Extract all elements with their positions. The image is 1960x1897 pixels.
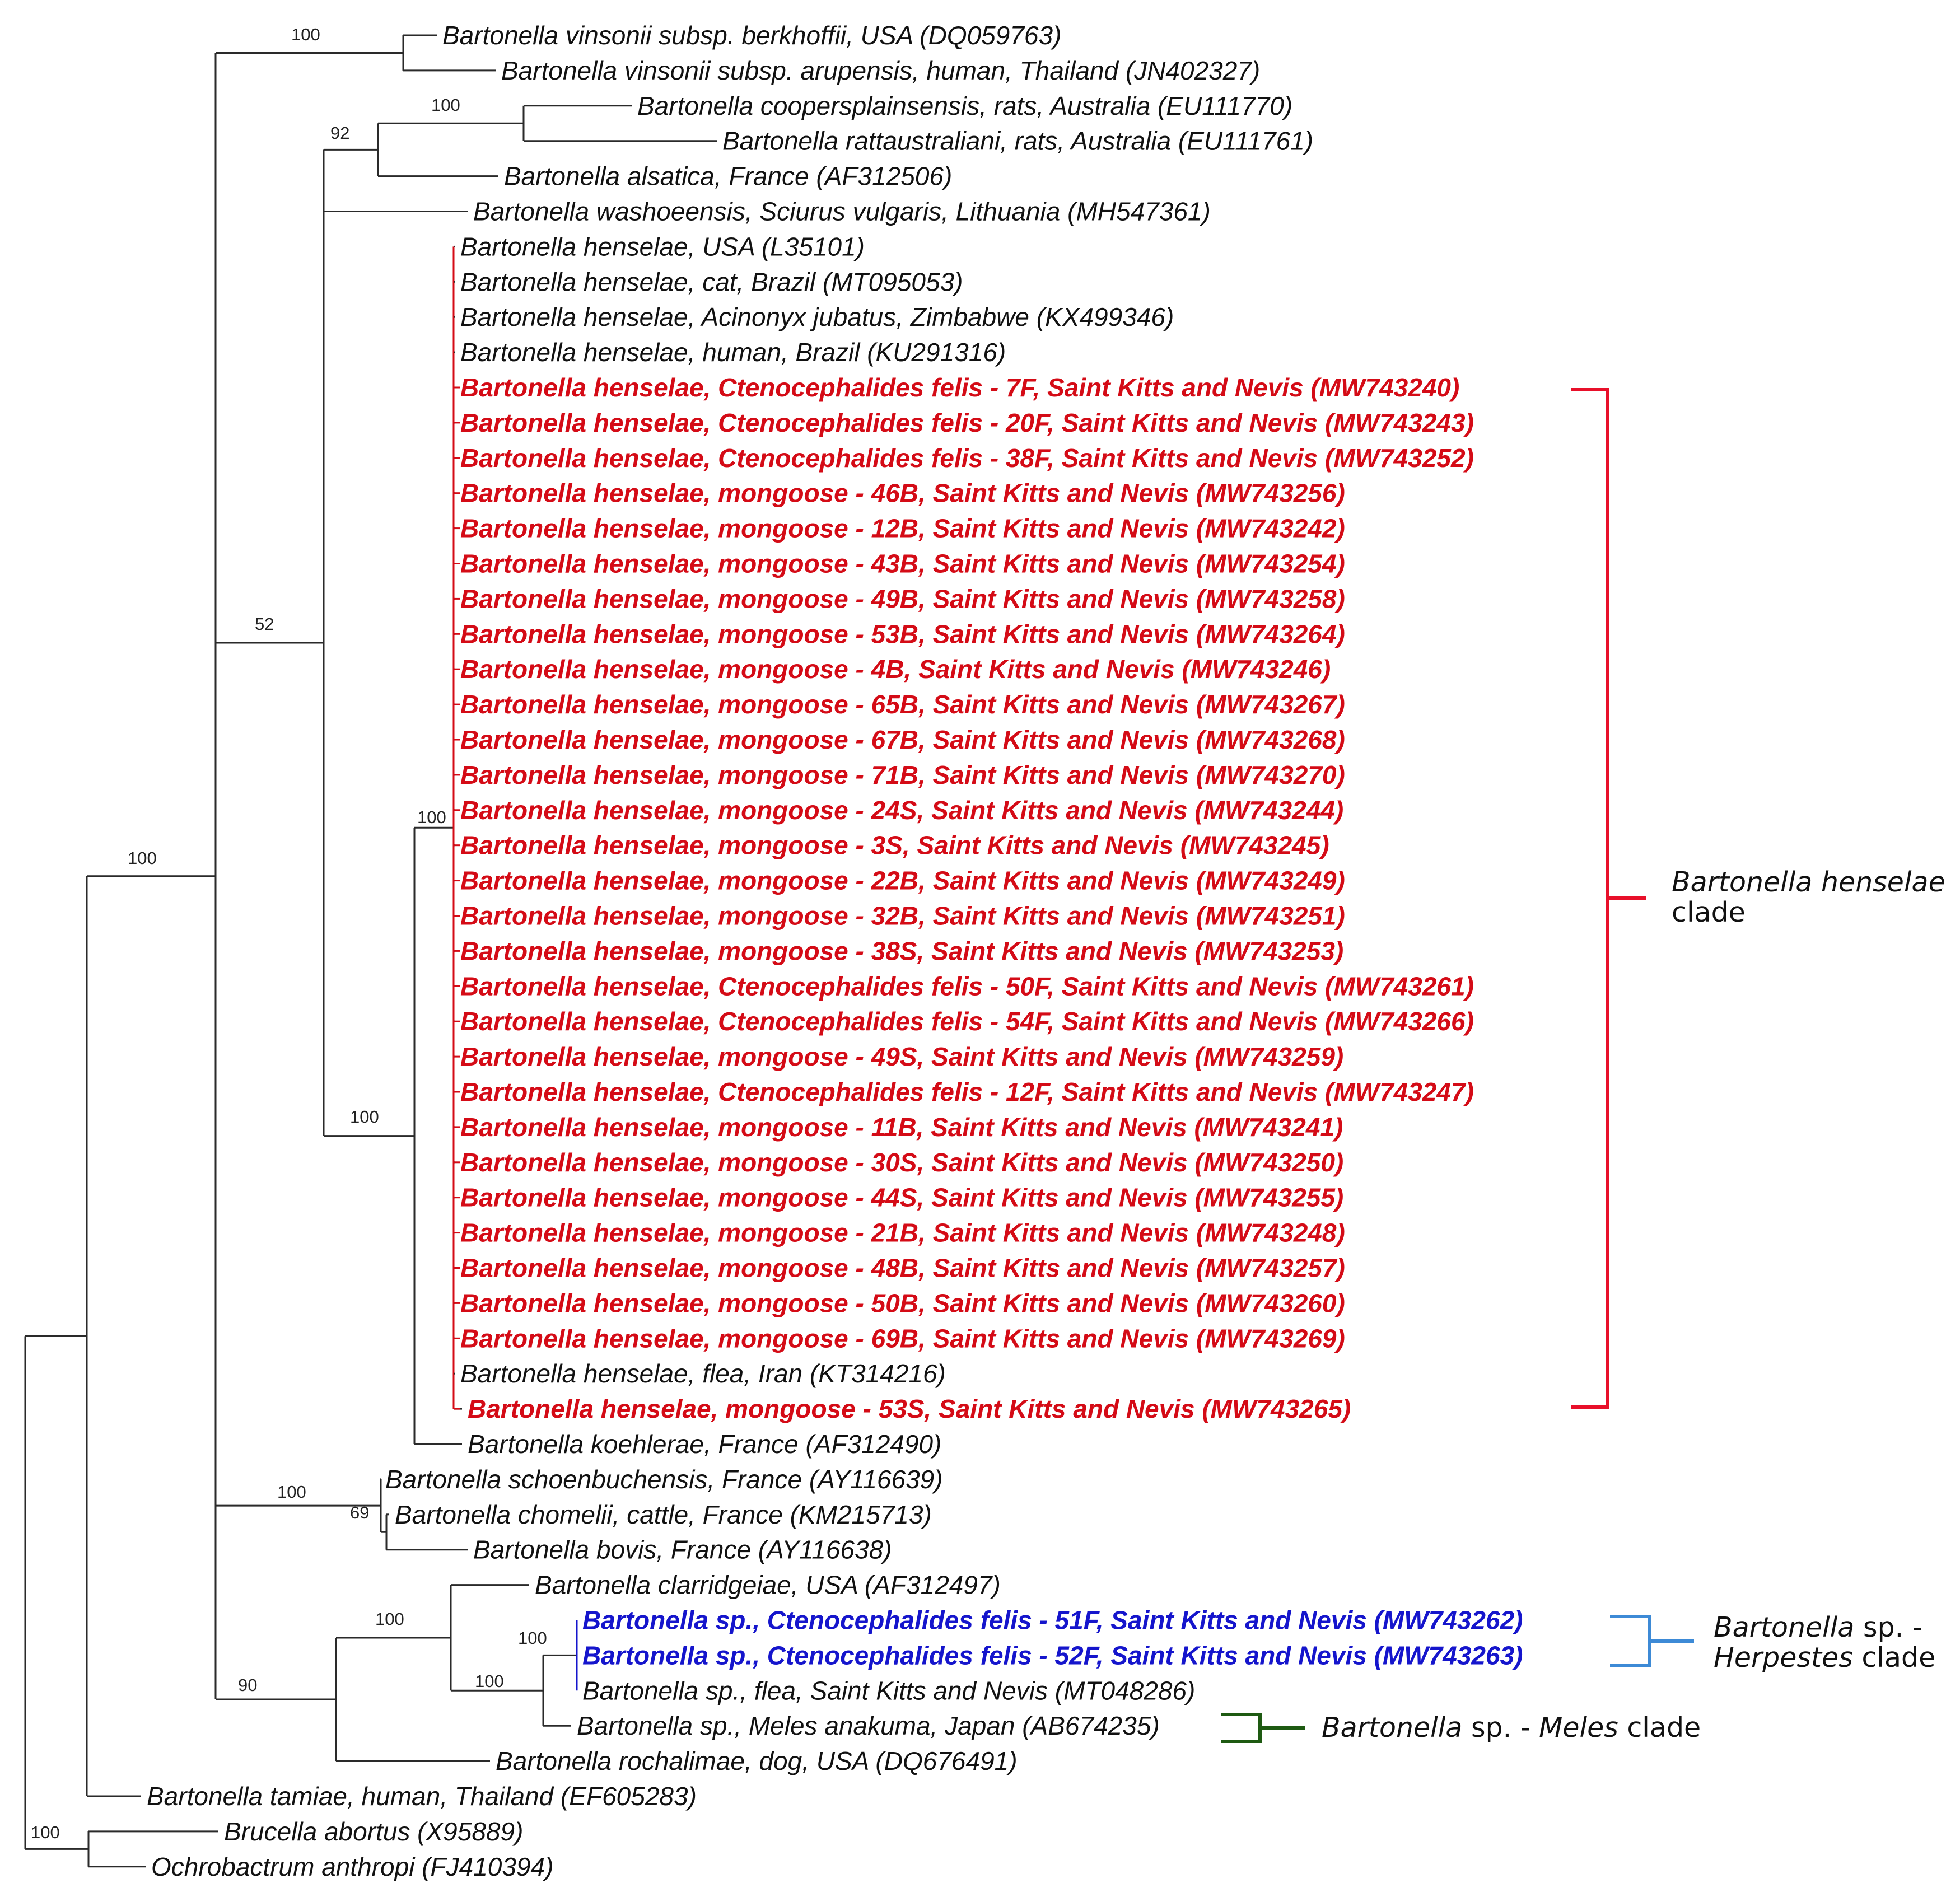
taxon-label: Bartonella henselae, Ctenocephalides felis - 20F, Saint Kitts and Nevis (MW743243) [460, 408, 1474, 437]
taxon-label: Bartonella henselae, Ctenocephalides felis - 50F, Saint Kitts and Nevis (MW743261) [460, 971, 1474, 1001]
taxon-label: Bartonella vinsonii subsp. arupensis, human, Thailand (JN402327) [501, 55, 1261, 85]
taxon-label: Bartonella henselae, mongoose - 49B, Saint Kitts and Nevis (MW743258) [460, 584, 1345, 614]
taxon-label: Bartonella rattaustraliani, rats, Australia (EU111761) [722, 126, 1314, 156]
taxon-label: Bartonella henselae, USA (L35101) [460, 232, 865, 261]
taxon-label: Bartonella henselae, mongoose - 30S, Saint Kitts and Nevis (MW743250) [460, 1147, 1344, 1177]
taxon-label: Bartonella henselae, mongoose - 3S, Saint Kitts and Nevis (MW743245) [460, 830, 1329, 860]
taxon-label: Bartonella henselae, Ctenocephalides felis - 54F, Saint Kitts and Nevis (MW743266) [460, 1007, 1474, 1036]
taxon-label: Bartonella henselae, mongoose - 44S, Saint Kitts and Nevis (MW743255) [460, 1183, 1344, 1212]
bootstrap-value: 100 [291, 25, 320, 44]
bootstrap-value: 100 [128, 848, 157, 868]
taxon-label: Bartonella sp., Ctenocephalides felis - 52F, Saint Kitts and Nevis (MW743263) [582, 1641, 1523, 1670]
taxon-label: Bartonella henselae, mongoose - 53B, Saint Kitts and Nevis (MW743264) [460, 619, 1345, 649]
bootstrap-value: 100 [350, 1107, 379, 1127]
bootstrap-value: 100 [518, 1628, 547, 1648]
taxon-label: Bartonella henselae, mongoose - 24S, Saint Kitts and Nevis (MW743244) [460, 795, 1344, 825]
bootstrap-value: 92 [330, 123, 350, 143]
taxon-label: Bartonella henselae, flea, Iran (KT314216) [460, 1359, 946, 1389]
henselae-clade-bracket [1571, 390, 1646, 1407]
taxon-label: Bartonella schoenbuchensis, France (AY116639) [385, 1464, 943, 1494]
taxon-label: Bartonella henselae, Ctenocephalides felis - 12F, Saint Kitts and Nevis (MW743247) [460, 1077, 1474, 1106]
taxon-label: Bartonella bovis, France (AY116638) [473, 1535, 892, 1564]
taxon-label: Bartonella henselae, mongoose - 49S, Saint Kitts and Nevis (MW743259) [460, 1042, 1344, 1072]
bootstrap-value: 100 [31, 1823, 60, 1842]
taxon-label: Brucella abortus (X95889) [224, 1816, 524, 1846]
taxon-label: Bartonella henselae, human, Brazil (KU291316) [460, 338, 1006, 367]
henselae-clade-label: Bartonella henselae clade [1672, 866, 1945, 928]
bootstrap-value: 100 [431, 95, 460, 115]
taxon-label: Bartonella tamiae, human, Thailand (EF605283) [147, 1782, 697, 1811]
bootstrap-value: 100 [475, 1671, 504, 1691]
taxon-label: Bartonella henselae, mongoose - 46B, Saint Kitts and Nevis (MW743256) [460, 478, 1345, 508]
taxon-label: Bartonella henselae, mongoose - 4B, Saint Kitts and Nevis (MW743246) [460, 655, 1331, 684]
taxon-label: Bartonella henselae, mongoose - 67B, Saint Kitts and Nevis (MW743268) [460, 725, 1345, 754]
taxon-label: Bartonella henselae, mongoose - 21B, Saint Kitts and Nevis (MW743248) [460, 1218, 1345, 1247]
taxon-label: Bartonella rochalimae, dog, USA (DQ676491) [496, 1746, 1018, 1776]
bootstrap-value: 52 [255, 614, 274, 634]
taxon-label: Bartonella henselae, mongoose - 12B, Saint Kitts and Nevis (MW743242) [460, 513, 1345, 543]
taxon-label: Bartonella sp., Ctenocephalides felis - 51F, Saint Kitts and Nevis (MW743262) [582, 1605, 1523, 1635]
bootstrap-values [31, 25, 547, 1842]
meles-clade-label: Bartonella sp. - Meles clade [1322, 1712, 1701, 1744]
taxon-labels [147, 21, 1523, 1881]
taxon-label: Bartonella henselae, mongoose - 38S, Saint Kitts and Nevis (MW743253) [460, 936, 1344, 966]
taxon-label: Bartonella henselae, mongoose - 65B, Saint Kitts and Nevis (MW743267) [460, 690, 1345, 719]
bootstrap-value: 100 [277, 1482, 306, 1502]
bootstrap-value: 69 [350, 1503, 370, 1522]
taxon-label: Bartonella henselae, mongoose - 53S, Saint Kitts and Nevis (MW743265) [468, 1394, 1351, 1424]
taxon-label: Bartonella vinsonii subsp. berkhoffii, USA (DQ059763) [442, 21, 1062, 50]
herpestes-clade-label: Bartonella sp. - Herpestes clade [1714, 1611, 1936, 1674]
taxon-label: Bartonella henselae, Ctenocephalides felis - 38F, Saint Kitts and Nevis (MW743252) [460, 443, 1474, 473]
bootstrap-value: 90 [238, 1675, 258, 1695]
herpestes-clade-bracket [1610, 1616, 1694, 1666]
taxon-label: Bartonella henselae, mongoose - 22B, Saint Kitts and Nevis (MW743249) [460, 866, 1345, 895]
taxon-label: Bartonella henselae, Acinonyx jubatus, Zimbabwe (KX499346) [460, 302, 1174, 332]
taxon-label: Bartonella washoeensis, Sciurus vulgaris, Lithuania (MH547361) [473, 197, 1211, 226]
taxon-label: Bartonella henselae, mongoose - 71B, Saint Kitts and Nevis (MW743270) [460, 760, 1345, 789]
taxon-label: Bartonella henselae, mongoose - 43B, Saint Kitts and Nevis (MW743254) [460, 549, 1345, 578]
taxon-label: Bartonella henselae, mongoose - 32B, Saint Kitts and Nevis (MW743251) [460, 901, 1345, 931]
taxon-label: Bartonella alsatica, France (AF312506) [504, 161, 953, 191]
taxon-label: Bartonella henselae, mongoose - 50B, Saint Kitts and Nevis (MW743260) [460, 1288, 1345, 1318]
bootstrap-value: 100 [417, 807, 446, 827]
taxon-label: Bartonella henselae, mongoose - 11B, Saint Kitts and Nevis (MW743241) [460, 1112, 1343, 1142]
taxon-label: Bartonella coopersplainsensis, rats, Australia (EU111770) [637, 91, 1293, 120]
taxon-label: Bartonella koehlerae, France (AF312490) [468, 1429, 942, 1459]
taxon-label: Bartonella henselae, cat, Brazil (MT095053) [460, 267, 963, 297]
taxon-label: Bartonella chomelii, cattle, France (KM215713) [395, 1499, 932, 1529]
taxon-label: Bartonella henselae, mongoose - 69B, Saint Kitts and Nevis (MW743269) [460, 1324, 1345, 1353]
taxon-label: Bartonella clarridgeiae, USA (AF312497) [535, 1570, 1001, 1600]
taxon-label: Bartonella henselae, mongoose - 48B, Saint Kitts and Nevis (MW743257) [460, 1253, 1345, 1283]
meles-clade-bracket [1221, 1714, 1305, 1741]
bootstrap-value: 100 [375, 1609, 404, 1629]
taxon-label: Ochrobactrum anthropi (FJ410394) [151, 1852, 554, 1881]
taxon-label: Bartonella henselae, Ctenocephalides felis - 7F, Saint Kitts and Nevis (MW743240) [460, 373, 1460, 402]
taxon-label: Bartonella sp., Meles anakuma, Japan (AB674235) [577, 1711, 1160, 1741]
taxon-label: Bartonella sp., flea, Saint Kitts and Nevis (MT048286) [582, 1676, 1196, 1706]
